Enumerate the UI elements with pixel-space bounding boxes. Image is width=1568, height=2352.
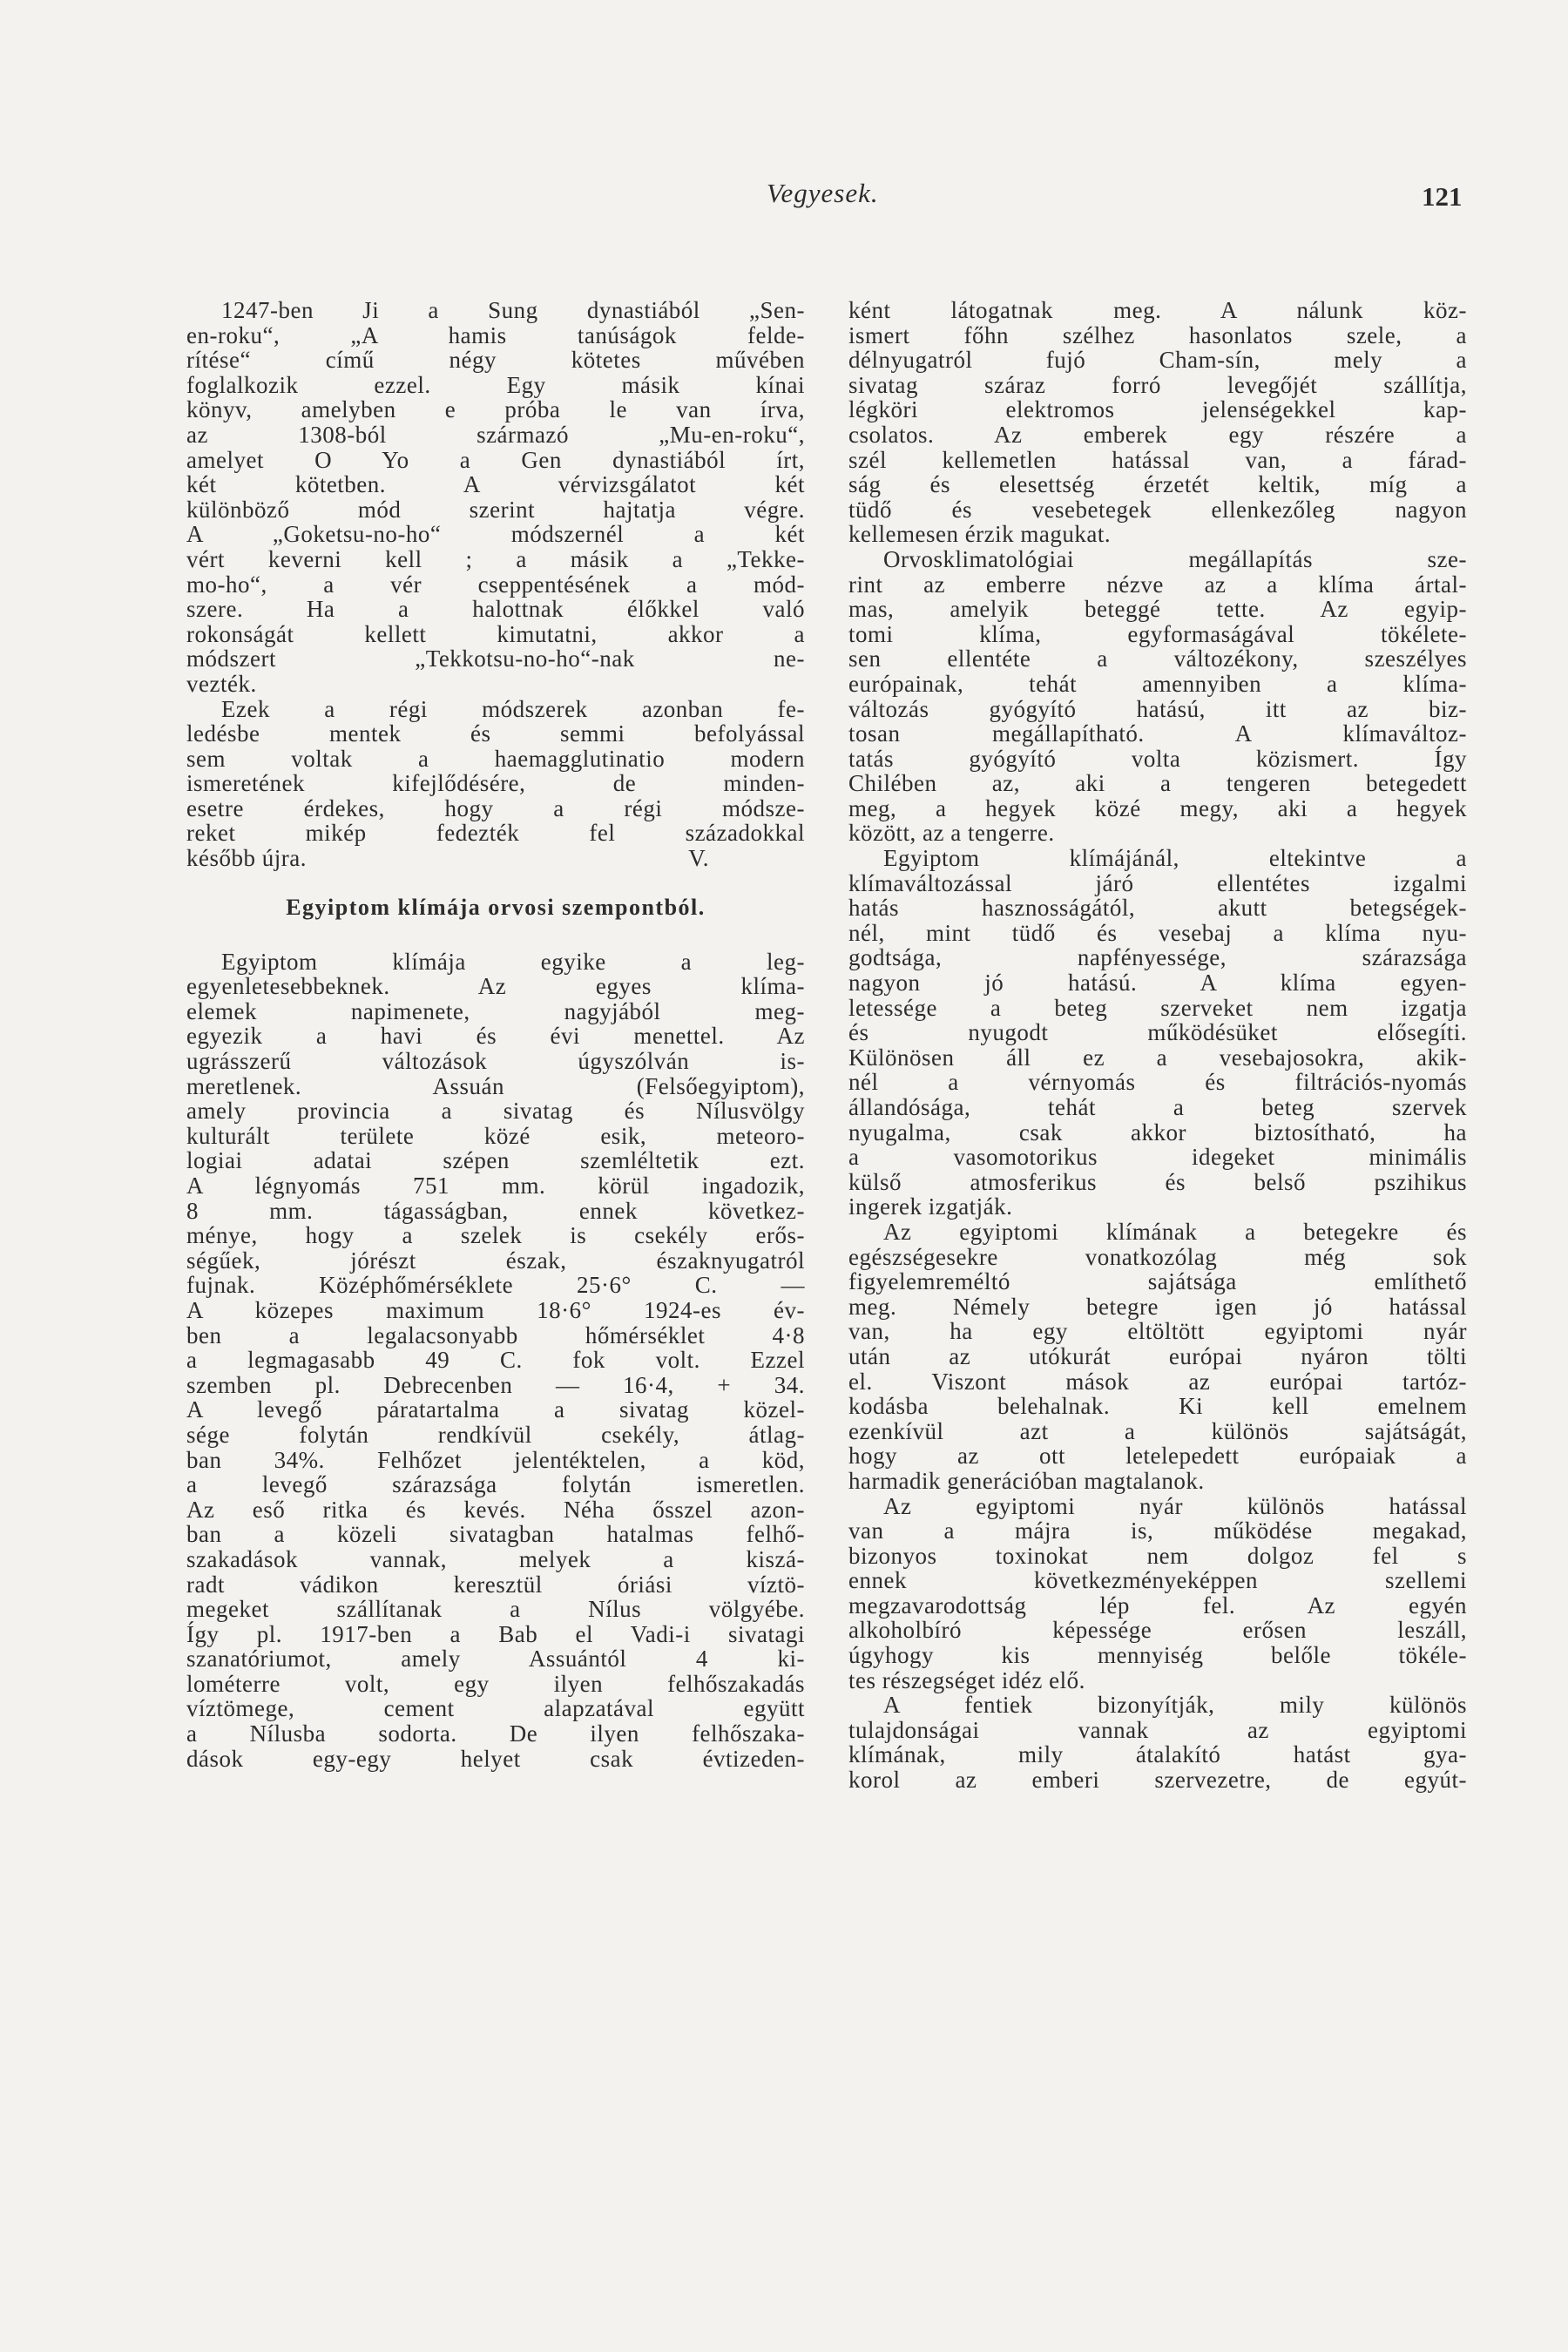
text-line: A „Goketsu-no-ho“ módszernél a két [186,521,805,548]
text-line: el. Viszont mások az európai tartóz- [848,1368,1467,1395]
text-line: reket mikép fedezték fel századokkal [186,820,805,847]
text-line: ledésbe mentek és semmi befolyással [186,720,805,747]
text-line: Egyiptom klímája egyike a leg- [221,948,805,975]
text-line: két kötetben. A vérvizsgálatot két [186,471,805,498]
paragraph [848,298,1467,547]
text-line: en-roku“, „A hamis tanúságok felde- [186,321,805,348]
text-line: radt vádikon keresztül óriási víztö- [186,1571,805,1598]
text-line: mo-ho“, a vér cseppentésének a mód- [186,571,805,598]
text-line: nyugalma, csak akkor biztosítható, ha [848,1119,1467,1146]
paragraph [848,1693,1467,1792]
text-line: ezenkívül azt a különös sajátságát, [848,1417,1467,1444]
text-line: európainak, tehát amennyiben a klíma- [848,670,1467,697]
text-line: módszert „Tekkotsu-no-ho“-nak ne- [186,645,805,672]
author-signature: V. [688,845,709,872]
text-line: ugrásszerű változások úgyszólván is- [186,1048,805,1075]
text-line: és nyugodt működésüket elősegíti. [848,1019,1467,1046]
text-line: Az egyiptomi nyár különös hatással [883,1492,1467,1519]
section-heading: Egyiptom klímája orvosi szempontból. [286,894,706,920]
text-line: nagyon jó hatású. A klíma egyen- [848,970,1467,997]
running-header-title: Vegyesek. [767,178,879,208]
text-line: meretlenek. Assuán (Felsőegyiptom), [186,1072,805,1099]
text-line: 1247-ben Ji a Sung dynastiából „Sen- [221,297,805,323]
text-line: vezték. [186,670,257,697]
text-line: szél kellemetlen hatással van, a fárad- [848,446,1467,473]
text-line: elemek napimenete, nagyjából meg- [186,997,805,1024]
text-line: sem voltak a haemagglutinatio modern [186,745,805,772]
text-line: vért keverni kell ; a másik a „Tekke- [186,545,805,572]
text-line: a levegő szárazsága folytán ismeretlen. [186,1471,805,1498]
text-line: kodásba belehalnak. Ki kell emelnem [848,1393,1467,1420]
paragraph [186,697,805,871]
text-line: kellemesen érzik magukat. [848,521,1112,548]
text-line: rítése“ című négy kötetes művében [186,347,805,374]
text-line: rokonságát kellett kimutatni, akkor a [186,620,805,647]
text-line: ismeretének kifejlődésére, de minden- [186,770,805,797]
text-line: meg, a hegyek közé megy, aki a hegyek [848,794,1467,821]
text-line: alkoholbíró képessége erősen leszáll, [848,1617,1467,1644]
text-line: ban a közeli sivatagban hatalmas felhő- [186,1521,805,1548]
text-line: szanatóriumot, amely Assuántól 4 ki- [186,1646,805,1673]
text-line: Különösen áll ez a vesebajosokra, akik- [848,1044,1467,1071]
text-line: tomi klíma, egyformaságával tökélete- [848,620,1467,647]
text-line: Chilében az, aki a tengeren betegedett [848,770,1467,797]
text-line: bizonyos toxinokat nem dolgoz fel s [848,1542,1467,1569]
text-line: letessége a beteg szerveket nem izgatja [848,994,1467,1021]
text-line: amelyet O Yo a Gen dynastiából írt, [186,446,805,473]
text-line: klímának, mily átalakító hatást gya- [848,1741,1467,1768]
text-line: megzavarodottság lép fel. Az egyén [848,1592,1467,1619]
text-line: esetre érdekes, hogy a régi módsze- [186,794,805,821]
text-line: ben a legalacsonyabb hőmérséklet 4·8 [186,1321,805,1348]
text-line: lométerre volt, egy ilyen felhőszakadás [186,1670,805,1697]
text-line: logiai adatai szépen szemléltetik ezt. [186,1147,805,1174]
text-line: tüdő és vesebetegek ellenkezőleg nagyon [848,496,1467,523]
text-line: tosan megállapítható. A klímaváltoz- [848,720,1467,747]
text-line: után az utókurát európai nyáron tölti [848,1342,1467,1369]
text-line: klímaváltozással járó ellentétes izgalmi [848,869,1467,896]
text-line: figyelemreméltó sajátsága említhető [848,1268,1467,1295]
text-line: változás gyógyító hatású, itt az biz- [848,695,1467,722]
text-line: között, az a tengerre. [848,820,1055,847]
text-line: A légnyomás 751 mm. körül ingadozik, [186,1173,805,1199]
text-line: Az egyiptomi klímának a betegekre és [883,1218,1467,1245]
text-line: egészségesekre vonatkozólag még sok [848,1243,1467,1270]
text-line: godtsága, napfényessége, szárazsága [848,944,1467,971]
text-line: Így pl. 1917-ben a Bab el Vadi-i sivatagi [186,1620,805,1647]
text-line: megeket szállítanak a Nílus völgyébe. [186,1596,805,1623]
text-line: tes részegséget idéz elő. [848,1666,1085,1693]
text-line: tatás gyógyító volta közismert. Így [848,745,1467,772]
right-column [848,298,1467,1793]
text-line: ségűek, jórészt észak, északnyugatról [186,1247,805,1274]
text-line: ménye, hogy a szelek is csekély erős- [186,1222,805,1249]
text-line: könyv, amelyben e próba le van írva, [186,396,805,423]
text-line: tulajdonságai vannak az egyiptomi [848,1716,1467,1743]
text-line: szere. Ha a halottnak élőkkel való [186,596,805,623]
text-line: ban 34%. Felhőzet jelentéktelen, a köd, [186,1446,805,1473]
text-line: Ezek a régi módszerek azonban fe- [221,695,805,722]
text-line: ként látogatnak meg. A nálunk köz- [848,297,1467,323]
paragraph [848,1494,1467,1693]
text-line: Orvosklimatológiai megállapítás sze- [883,545,1467,572]
text-line: amely provincia a sivatag és Nílusvölgy [186,1098,805,1125]
text-line: egyezik a havi és évi menettel. Az [186,1023,805,1050]
text-line: foglalkozik ezzel. Egy másik kínai [186,371,805,398]
text-line: rint az emberre nézve az a klíma ártal- [848,571,1467,598]
text-line: úgyhogy kis mennyiség belőle tökéle- [848,1642,1467,1669]
text-line: nél a vérnyomás és filtrációs-nyomás [848,1069,1467,1096]
text-line: Egyiptom klímájánál, eltekintve a [883,845,1467,872]
text-line: sivatag száraz forró levegőjét szállítja, [848,371,1467,398]
text-line: az 1308-ból származó „Mu-en-roku“, [186,421,805,448]
paragraph [848,846,1467,1220]
text-line: ennek következményeképpen szellemi [848,1567,1467,1594]
text-line: szemben pl. Debrecenben — 16·4, + 34. [186,1371,805,1398]
text-line: légköri elektromos jelenségekkel kap- [848,396,1467,423]
text-line: A levegő páratartalma a sivatag közel- [186,1396,805,1423]
text-line: ismert főhn szélhez hasonlatos szele, a [848,321,1467,348]
text-line: ság és elesettség érzetét keltik, míg a [848,471,1467,498]
text-line: ingerek izgatják. [848,1193,1013,1220]
text-line: víztömege, cement alapzatával együtt [186,1695,805,1722]
text-line: mas, amelyik beteggé tette. Az egyip- [848,596,1467,623]
text-line: kulturált területe közé esik, meteoro- [186,1122,805,1149]
text-line: meg. Némely betegre igen jó hatással [848,1293,1467,1320]
text-line: A közepes maximum 18·6° 1924-es év- [186,1296,805,1323]
text-line: sen ellentéte a változékony, szeszélyes [848,645,1467,672]
text-line: különböző mód szerint hajtatja végre. [186,496,805,523]
text-line: állandósága, tehát a beteg szervek [848,1094,1467,1120]
text-line: délnyugatról fujó Cham-sín, mely a [848,347,1467,374]
text-line: hogy az ott letelepedett európaiak a [848,1443,1467,1470]
text-line: 8 mm. tágasságban, ennek következ- [186,1197,805,1224]
text-line: A fentiek bizonyítják, mily különös [883,1692,1467,1719]
text-line: szakadások vannak, melyek a kiszá- [186,1545,805,1572]
left-column [186,298,805,1771]
page-number: 121 [1422,181,1463,212]
text-line: nél, mint tüdő és vesebaj a klíma nyu- [848,919,1467,946]
text-line: a legmagasabb 49 C. fok volt. Ezzel [186,1347,805,1374]
text-line: csolatos. Az emberek egy részére a [848,421,1467,448]
text-line: fujnak. Középhőmérséklete 25·6° C. — [186,1272,805,1299]
text-line: a vasomotorikus idegeket minimális [848,1144,1467,1171]
text-line: van, ha egy eltöltött egyiptomi nyár [848,1318,1467,1345]
text-fragment: később újra. [186,845,307,872]
paragraph [186,950,805,1772]
text-line [186,846,805,871]
text-line: a Nílusba sodorta. De ilyen felhőszaka- [186,1720,805,1747]
text-line: Az eső ritka és kevés. Néha ősszel azon- [186,1496,805,1523]
text-line: dások egy-egy helyet csak évtizeden- [186,1745,805,1772]
text-line: egyenletesebbeknek. Az egyes klíma- [186,973,805,1000]
paragraph [848,547,1467,846]
paragraph [186,298,805,697]
text-line: sége folytán rendkívül csekély, átlag- [186,1421,805,1448]
text-line: korol az emberi szervezetre, de egyút- [848,1767,1467,1794]
text-line: hatás hasznosságától, akutt betegségek- [848,895,1467,922]
paragraph [848,1220,1467,1494]
text-line: harmadik generációban magtalanok. [848,1467,1205,1494]
text-line: külső atmosferikus és belső pszihikus [848,1168,1467,1195]
text-line: van a májra is, működése megakad, [848,1517,1467,1544]
